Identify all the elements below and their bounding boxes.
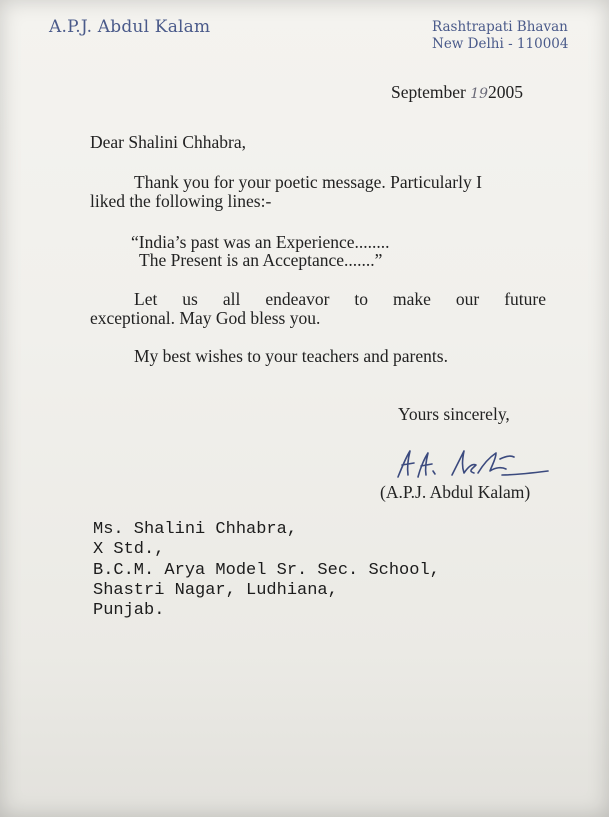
- recipient-line2: X Std.,: [93, 540, 165, 559]
- quote-line1: “India’s past was an Experience........: [131, 232, 390, 252]
- signature-name: (A.P.J. Abdul Kalam): [380, 482, 531, 502]
- letterhead-address-line2: New Delhi - 110004: [432, 36, 569, 52]
- paragraph1-line1: Thank you for your poetic message. Particularly I: [134, 172, 482, 192]
- closing: Yours sincerely,: [398, 404, 510, 424]
- quote-line2: The Present is an Acceptance.......”: [139, 250, 383, 270]
- salutation: Dear Shalini Chhabra,: [90, 132, 246, 152]
- letterhead-name: A.P.J. Abdul Kalam: [49, 17, 211, 37]
- recipient-line1: Ms. Shalini Chhabra,: [93, 520, 298, 539]
- date-month: September: [391, 82, 466, 102]
- date-year: 2005: [488, 82, 524, 102]
- paragraph2-line2: exceptional. May God bless you.: [90, 308, 321, 328]
- recipient-line4: Shastri Nagar, Ludhiana,: [93, 581, 338, 600]
- date-day-handwritten: 19: [470, 86, 489, 102]
- paragraph3: My best wishes to your teachers and parents.: [134, 346, 448, 366]
- letter-date: [391, 82, 523, 103]
- paragraph2-line1: Let us all endeavor to make our future: [134, 289, 546, 309]
- paragraph1-line2: liked the following lines:-: [90, 191, 272, 211]
- recipient-line5: Punjab.: [93, 601, 165, 620]
- letterhead-address-line1: Rashtrapati Bhavan: [432, 19, 568, 35]
- recipient-line3: B.C.M. Arya Model Sr. Sec. School,: [93, 561, 440, 580]
- signature-image: [392, 445, 552, 485]
